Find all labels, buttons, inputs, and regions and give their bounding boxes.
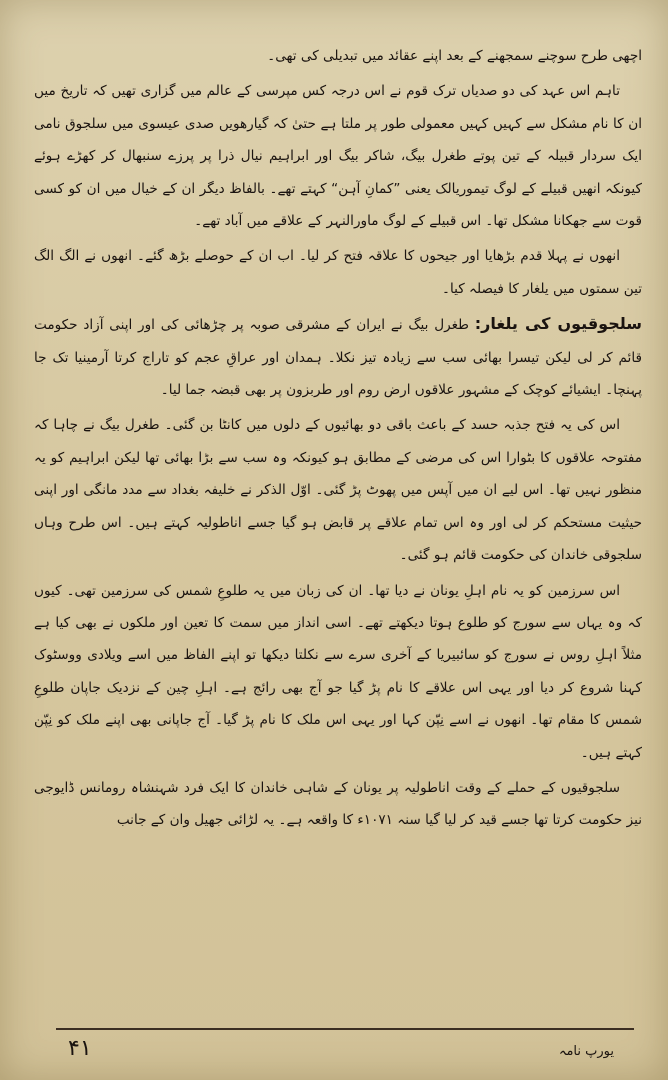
page-body-text — [34, 40, 642, 840]
section-paragraph — [34, 308, 642, 406]
paragraph: سلجوقیوں کے حملے کے وقت اناطولیہ پر یونان کے شاہی خاندان کا ایک فرد شہنشاہ رومانس ڈایوجی نیز حکومت کرتا تھا جسے قید کر لیا گیا سنہ ۱۰۷۱ء کا واقعہ ہے۔ یہ لڑائی جھیل وان کے جانب — [34, 779, 642, 829]
paragraph: اس کی یہ فتح جذبہ حسد کے باعث باقی دو بھائیوں کے دلوں میں کانٹا بن گئی۔ طغرل بیگ نے چاہا کہ مفتوحہ علاقوں کا بٹوارا اس کی مرضی کے مطابق ہو کیونکہ وہ سب سے بڑا بھائی تھا لیکن ابراہیم کو یہ منظور نہیں تھا۔ اس لیے ان میں آپس میں پھوٹ پڑ گئی۔ اوّل الذکر نے خلیفہ بغداد سے مدد مانگی اور اپنی حیثیت مستحکم کر لی اور وہ اس تمام علاقے پر قابض ہو گیا جسے اناطولیہ کہتے ہیں۔ اس طرح وہاں سلجوقی خاندان کی حکومت قائم ہو گئی۔ — [34, 417, 642, 564]
paragraph: اس سرزمین کو یہ نام اہلِ یونان نے دیا تھا۔ ان کی زبان میں یہ طلوعِ شمس کی سرزمین تھی۔ کیوں کہ وہ یہاں سے سورج کو طلوع ہوتا دیکھتے تھے۔ اسی انداز میں سمت کا تعین اور ملکوں نے بھی کیا ہے مثلاً اہلِ روس نے سورج کو سائبیریا کے آخری سرے سے نکلتا دیکھا تو اپنے الفاظ میں اسے ویلادی ووسٹوک کہنا شروع کر دیا اور یہی اس علاقے کا نام پڑ گیا جو آج بھی رائج ہے۔ اہلِ چین کے نزدیک جاپان طلوعِ شمس کا مقام تھا۔ انھوں نے اسے نِپّن کہا اور یہی اس ملک کا نام پڑ گیا۔ آج جاپانی بھی اپنے ملک کو نِپّن کہتے ہیں۔ — [34, 582, 642, 761]
running-title: یورپ نامہ — [558, 1044, 614, 1059]
page-footer — [60, 1028, 614, 1068]
section-heading-text: طغرل بیگ نے ایران کے مشرقی صوبہ پر چڑھائی کی اور اپنی آزاد حکومت قائم کر لی لیکن تیسرا بھائی سب سے زیادہ تیز نکلا۔ ہمدان اور عراقِ عجم کو تاراج کرتا آرمینیا تک جا پہنچا۔ ایشیائے کوچک کے مشہور علاقوں ارض روم اور طربزون پر بھی قبضہ جما لیا۔ — [34, 317, 642, 399]
paragraph: تاہم اس عہد کی دو صدیاں ترک قوم نے اس درجہ کس مپرسی کے عالم میں گزاری تھیں کہ تاریخ میں ان کا نام مشکل سے کہیں کہیں معمولی طور پر ملتا ہے حتیٰ کہ گیارھویں صدی عیسوی میں سلجوق نامی ایک سردار قبیلہ کے تین پوتے طغرل بیگ، شاکر بیگ اور ابراہیم نیال ذرا پر پرزے سنبھال کر کھڑے ہوئے کیونکہ انھیں قبیلے کے لوگ تیموریالک یعنی ”کمانِ آہن“ کہتے تھے۔ بالفاظ دیگر ان کے خیال میں ان کو کسی قوت سے جھکانا مشکل تھا۔ اس قبیلے کے لوگ ماورالنہر کے علاقے میں آباد تھے۔ — [34, 83, 642, 230]
section-heading: سلجوقیوں کی یلغار: — [474, 314, 642, 334]
page-number: ۴۱ — [68, 1036, 92, 1061]
paragraph: اچھی طرح سوچنے سمجھنے کے بعد اپنے عقائد میں تبدیلی کی تھی۔ — [267, 48, 642, 64]
footer-divider — [56, 1028, 634, 1030]
paragraph: انھوں نے پہلا قدم بڑھایا اور جیحوں کا علاقہ فتح کر لیا۔ اب ان کے حوصلے بڑھ گئے۔ انھوں نے الگ الگ تین سمتوں میں یلغار کا فیصلہ کیا۔ — [34, 248, 642, 297]
